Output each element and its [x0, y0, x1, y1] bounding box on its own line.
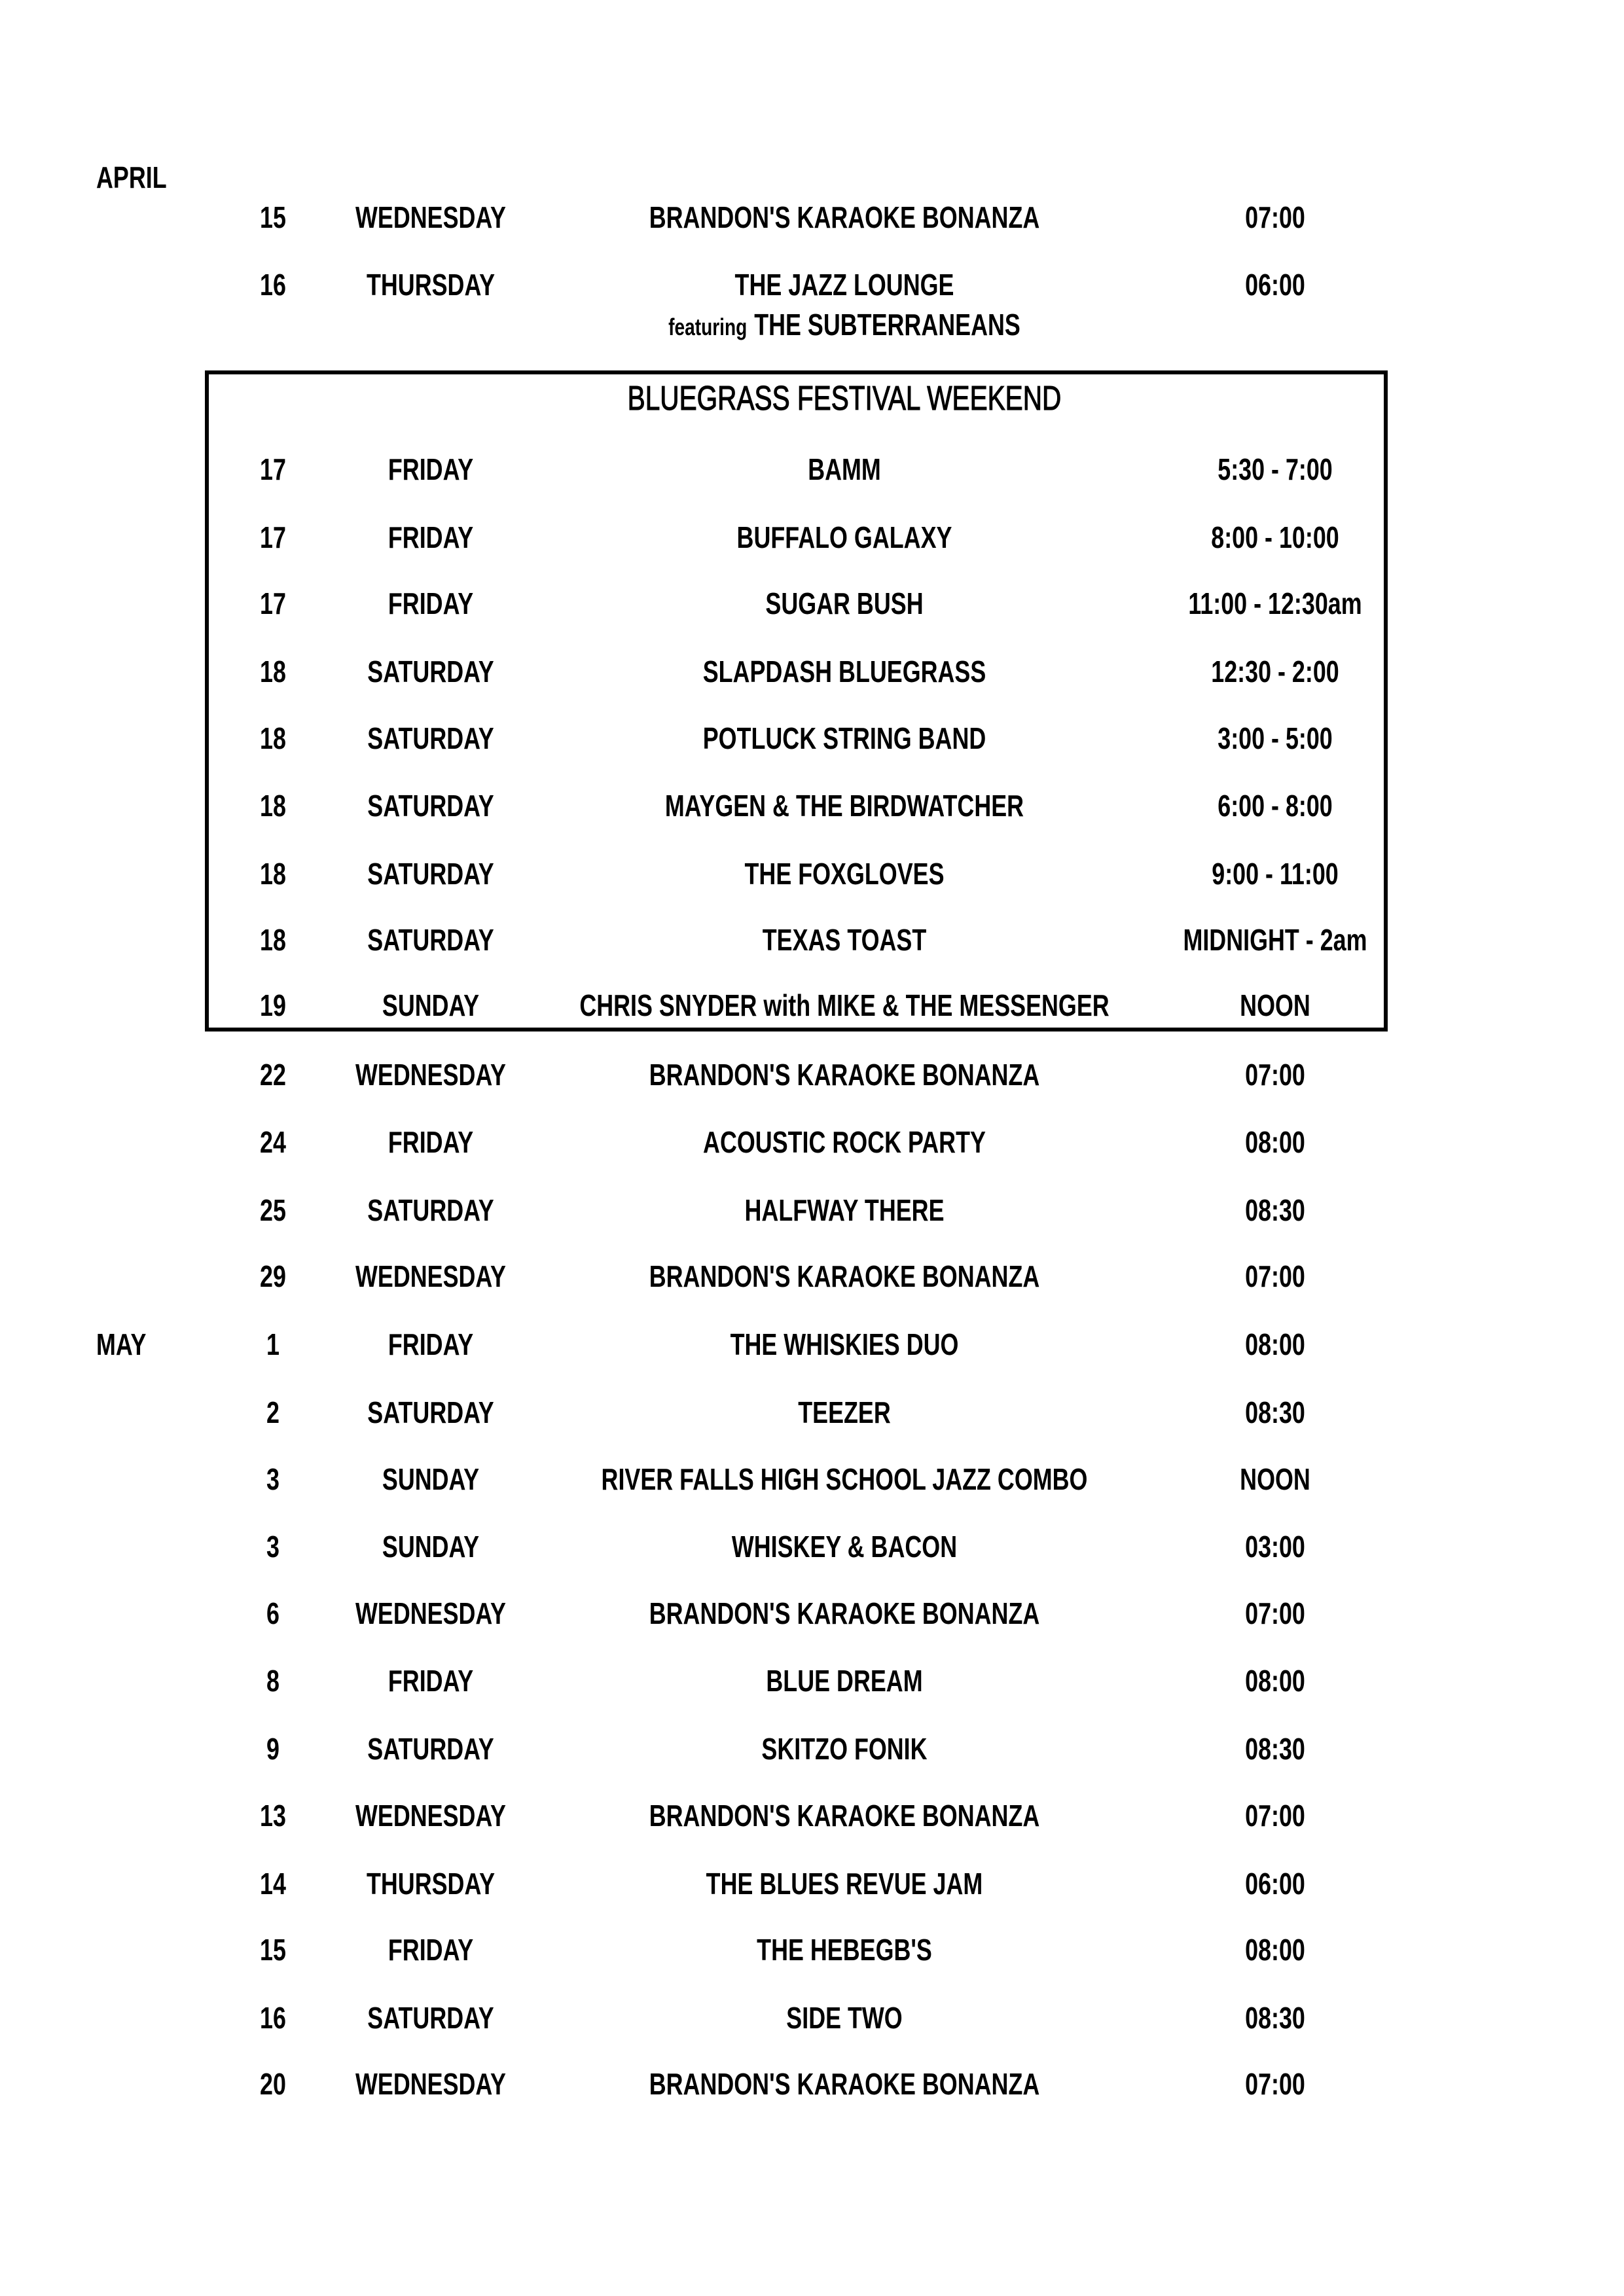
event-time: 3:00 - 5:00	[1218, 721, 1333, 755]
event-name: SUGAR BUSH	[765, 586, 924, 620]
event-name: BRANDON'S KARAOKE BONANZA	[649, 1596, 1040, 1630]
event-time: 07:00	[1245, 200, 1305, 234]
event-time: 5:30 - 7:00	[1218, 452, 1333, 486]
event-time: 07:00	[1245, 1596, 1305, 1630]
event-name: BRANDON'S KARAOKE BONANZA	[649, 200, 1040, 234]
event-date: 18	[260, 655, 286, 689]
event-day: FRIDAY	[388, 1933, 474, 1967]
event-date: 18	[260, 857, 286, 891]
event-name: POTLUCK STRING BAND	[702, 721, 986, 755]
event-name: BLUE DREAM	[766, 1664, 923, 1698]
event-name: CHRIS SNYDER with MIKE & THE MESSENGER	[579, 988, 1110, 1022]
featuring-act: THE SUBTERRANEANS	[754, 308, 1020, 342]
event-date: 20	[260, 2067, 286, 2101]
event-date: 15	[260, 200, 286, 234]
event-date: 18	[260, 721, 286, 755]
event-day: SATURDAY	[367, 2001, 494, 2035]
event-day: SATURDAY	[367, 1193, 494, 1227]
event-date: 22	[260, 1058, 286, 1092]
event-day: SATURDAY	[367, 721, 494, 755]
event-time: 08:30	[1245, 1732, 1305, 1766]
event-date: 25	[260, 1193, 286, 1227]
month-label-april: APRIL	[96, 160, 167, 194]
event-day: FRIDAY	[388, 1125, 474, 1159]
event-name: THE WHISKIES DUO	[730, 1327, 959, 1361]
event-date: 6	[266, 1596, 280, 1630]
event-name: SKITZO FONIK	[761, 1732, 928, 1766]
event-time: 08:30	[1245, 1193, 1305, 1227]
event-time: MIDNIGHT - 2am	[1183, 923, 1367, 957]
event-day: FRIDAY	[388, 452, 474, 486]
event-day: FRIDAY	[388, 1327, 474, 1361]
event-day: SATURDAY	[367, 857, 494, 891]
event-time: 07:00	[1245, 2067, 1305, 2101]
event-time: 6:00 - 8:00	[1218, 789, 1333, 823]
event-date: 24	[260, 1125, 286, 1159]
event-date: 9	[266, 1732, 280, 1766]
event-day: SUNDAY	[382, 1462, 480, 1496]
event-date: 19	[260, 988, 286, 1022]
event-name: MAYGEN & THE BIRDWATCHER	[664, 789, 1024, 823]
event-date: 15	[260, 1933, 286, 1967]
event-day: SATURDAY	[367, 1395, 494, 1429]
event-date: 2	[266, 1395, 280, 1429]
event-day: WEDNESDAY	[355, 1259, 506, 1293]
event-day: FRIDAY	[388, 520, 474, 554]
event-date: 17	[260, 520, 286, 554]
event-time: NOON	[1240, 1462, 1310, 1496]
event-day: SUNDAY	[382, 988, 480, 1022]
event-day: SATURDAY	[367, 789, 494, 823]
event-date: 3	[266, 1530, 280, 1564]
featuring-label: featuring	[668, 314, 748, 340]
event-day: FRIDAY	[388, 586, 474, 620]
event-name: BRANDON'S KARAOKE BONANZA	[649, 1058, 1040, 1092]
event-name: WHISKEY & BACON	[731, 1530, 958, 1564]
event-time: 9:00 - 11:00	[1212, 857, 1339, 891]
event-date: 16	[260, 268, 286, 302]
event-date: 17	[260, 586, 286, 620]
event-time: NOON	[1240, 988, 1310, 1022]
event-day: SUNDAY	[382, 1530, 480, 1564]
event-date: 16	[260, 2001, 286, 2035]
event-name: SIDE TWO	[786, 2001, 903, 2035]
featuring-line	[668, 307, 1020, 342]
event-time: 06:00	[1245, 268, 1305, 302]
event-date: 8	[266, 1664, 280, 1698]
event-time: 12:30 - 2:00	[1211, 655, 1339, 689]
event-name: TEEZER	[798, 1395, 891, 1429]
event-day: WEDNESDAY	[355, 1596, 506, 1630]
event-date: 14	[260, 1867, 286, 1901]
event-name: BRANDON'S KARAOKE BONANZA	[649, 1799, 1040, 1833]
event-name: RIVER FALLS HIGH SCHOOL JAZZ COMBO	[601, 1462, 1088, 1496]
event-name: BAMM	[808, 452, 881, 486]
event-name: SLAPDASH BLUEGRASS	[702, 655, 986, 689]
event-date: 1	[266, 1327, 280, 1361]
event-day: THURSDAY	[366, 268, 496, 302]
festival-title: BLUEGRASS FESTIVAL WEEKEND	[627, 380, 1062, 418]
event-time: 08:30	[1245, 1395, 1305, 1429]
event-day: SATURDAY	[367, 655, 494, 689]
event-day: SATURDAY	[367, 923, 494, 957]
event-time: 06:00	[1245, 1867, 1305, 1901]
event-name: BRANDON'S KARAOKE BONANZA	[649, 1259, 1040, 1293]
event-name: THE HEBEGB'S	[757, 1933, 932, 1967]
event-day: THURSDAY	[366, 1867, 496, 1901]
event-day: WEDNESDAY	[355, 1058, 506, 1092]
event-date: 13	[260, 1799, 286, 1833]
event-time: 8:00 - 10:00	[1211, 520, 1339, 554]
event-name: THE FOXGLOVES	[744, 857, 945, 891]
event-time: 07:00	[1245, 1058, 1305, 1092]
event-time: 07:00	[1245, 1799, 1305, 1833]
event-day: WEDNESDAY	[355, 200, 506, 234]
event-date: 3	[266, 1462, 280, 1496]
event-time: 08:00	[1245, 1125, 1305, 1159]
event-day: WEDNESDAY	[355, 1799, 506, 1833]
event-date: 18	[260, 923, 286, 957]
event-time: 07:00	[1245, 1259, 1305, 1293]
event-time: 08:30	[1245, 2001, 1305, 2035]
event-day: FRIDAY	[388, 1664, 474, 1698]
event-name: THE BLUES REVUE JAM	[706, 1867, 983, 1901]
event-time: 08:00	[1245, 1664, 1305, 1698]
event-name: HALFWAY THERE	[744, 1193, 945, 1227]
event-time: 11:00 - 12:30am	[1188, 586, 1362, 620]
event-name: TEXAS TOAST	[762, 923, 927, 957]
event-time: 08:00	[1245, 1933, 1305, 1967]
month-label-may: MAY	[96, 1327, 147, 1361]
event-day: SATURDAY	[367, 1732, 494, 1766]
event-date: 18	[260, 789, 286, 823]
event-time: 03:00	[1245, 1530, 1305, 1564]
event-time: 08:00	[1245, 1327, 1305, 1361]
event-date: 17	[260, 452, 286, 486]
event-name: BRANDON'S KARAOKE BONANZA	[649, 2067, 1040, 2101]
event-name: ACOUSTIC ROCK PARTY	[703, 1125, 986, 1159]
event-name: THE JAZZ LOUNGE	[734, 268, 954, 302]
event-day: WEDNESDAY	[355, 2067, 506, 2101]
event-name: BUFFALO GALAXY	[736, 520, 952, 554]
event-date: 29	[260, 1259, 286, 1293]
